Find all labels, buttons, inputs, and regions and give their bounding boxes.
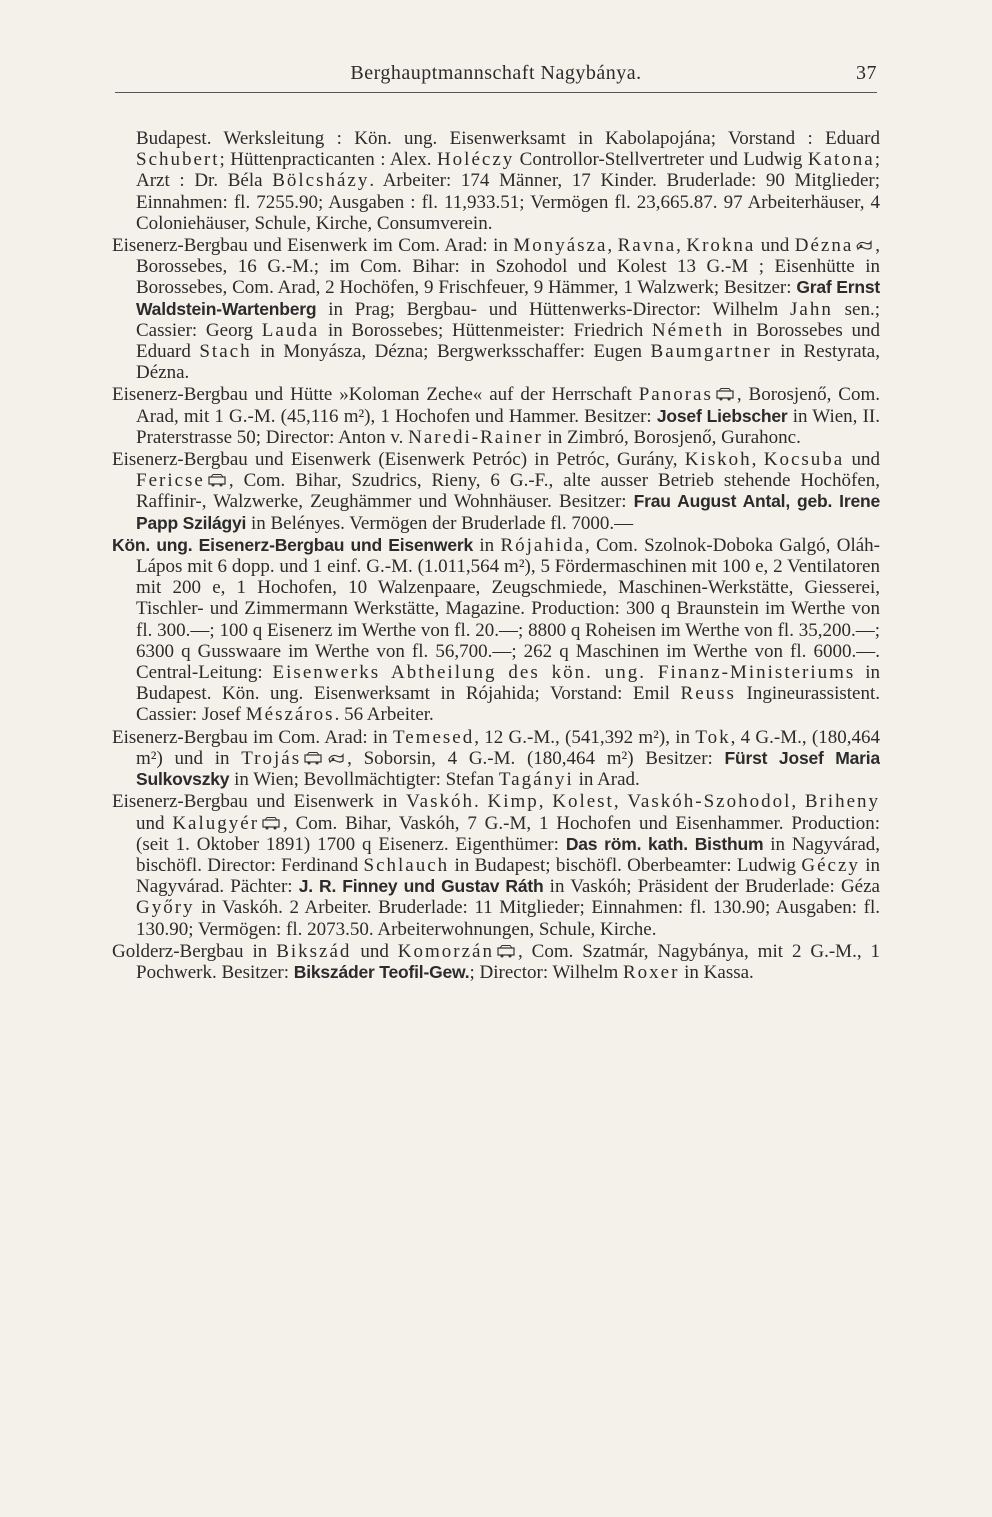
place-name: Bikszád bbox=[276, 940, 352, 962]
post-horn-icon bbox=[856, 240, 872, 251]
place-name: Tok bbox=[695, 726, 731, 748]
entry-text: in Arad. bbox=[573, 769, 640, 791]
entry-text: in Borossebes und Eduard bbox=[136, 319, 880, 363]
person-name: Reuss bbox=[680, 683, 736, 705]
entry-text: Ingineurassistent. Cassier: Josef bbox=[136, 683, 880, 726]
entry-petroc bbox=[112, 449, 880, 534]
entry-text: Eisenerz-Bergbau im Com. Arad: in bbox=[112, 726, 393, 748]
entry-text: , Borosjenő, Com. Arad, mit 1 G.-M. (45,116 m²), 1 Hochofen und Hammer. Besitzer: bbox=[136, 384, 880, 427]
entry-text: ; Arzt : Dr. Béla bbox=[136, 149, 880, 192]
person-name: Mészáros bbox=[245, 704, 335, 726]
person-name: Németh bbox=[651, 319, 725, 341]
entry-text: in Wien, II. Praterstrasse 50; Director: Anton v. bbox=[136, 405, 880, 448]
place-name: Briheny bbox=[804, 791, 880, 813]
person-name: Schubert bbox=[136, 149, 220, 171]
entry-text: und bbox=[844, 449, 880, 471]
place-name: Kolest bbox=[552, 791, 614, 813]
entry-temesed bbox=[112, 727, 880, 791]
person-name: Katona bbox=[807, 149, 875, 171]
person-name: Roxer bbox=[622, 961, 680, 983]
person-name: Géczy bbox=[801, 854, 860, 876]
entry-text: ; Hüttenpracticanten : Alex. bbox=[219, 149, 437, 171]
header-rule bbox=[115, 92, 877, 93]
person-name: Holéczy bbox=[436, 149, 515, 171]
mine-railway-station-icon bbox=[304, 752, 322, 765]
place-name: Ravna bbox=[617, 235, 677, 257]
place-name: Kiskoh bbox=[684, 449, 752, 471]
entry-text: . 56 Arbeiter. bbox=[334, 704, 434, 726]
page-number: 37 bbox=[856, 62, 877, 84]
owner-name: Fürst Josef Maria Sulkovszky bbox=[136, 747, 880, 790]
person-name: Bölcsházy bbox=[272, 170, 370, 192]
entry-text: in Vaskóh. 2 Arbeiter. Bruderlade: 11 Mitglieder; Einnahmen: fl. 130.90; Ausgaben: fl. 130.90; Vermögen: fl. 2073.50. Arbeiterwohnungen, Schule, Kirche. bbox=[136, 897, 880, 940]
entry-text: , bbox=[676, 235, 687, 257]
entry-text: in Vaskóh; Präsident der Bruderlade: Géza bbox=[543, 876, 880, 898]
entry-text: in Kassa. bbox=[679, 961, 754, 983]
place-name: Vaskóh bbox=[406, 791, 475, 813]
place-name: Kocsuba bbox=[763, 449, 845, 471]
entry-monyasza bbox=[112, 235, 880, 383]
entry-text: Eisenerz-Bergbau und Eisenwerk im Com. Arad: in bbox=[112, 235, 514, 257]
entry-rojahida bbox=[112, 535, 880, 726]
entry-text: in Budapest. Kön. ung. Eisenwerksamt in Rójahida; Vorstand: Emil bbox=[136, 662, 880, 705]
entry-text: in Monyásza, Dézna; Bergwerksschaffer: Eugen bbox=[251, 341, 651, 363]
entry-vaskoh bbox=[112, 791, 880, 939]
place-name: Komorzán bbox=[397, 940, 494, 962]
place-name: Rójahida bbox=[500, 534, 586, 556]
mine-railway-station-icon bbox=[208, 474, 226, 487]
owner-name: Josef Liebscher bbox=[656, 405, 788, 426]
entry-text: Controllor-Stellvertreter und Ludwig bbox=[514, 149, 808, 171]
entry-text: , bbox=[791, 791, 805, 813]
place-name: Kalugyér bbox=[172, 812, 260, 834]
entry-text: , Com. Szolnok-Doboka Galgó, Oláh-Lápos mit 6 dopp. und 1 einf. G.-M. (1.011,564 m²), 5 Fördermaschinen mit 100 e, 2 Ventilatoren mit 200 e, 1 Hochofen, 10 Walzenpaare, Zeugschmiede, Maschinen-Werkstätte, Giesserei, Tischler- und Zimmermann Werkstätte, Magazine. Production: 300 q Braunstein im Werthe von fl. 300.—; 100 q Eisenerz im Werthe von fl. 20.—; 8800 q Roheisen im Werthe von fl. 35,200.—; 6300 q Gusswaare im Werthe von fl. 56,700.—; 262 q Maschinen im Werthe von fl. 6000.—. Central-Leitung: bbox=[136, 534, 880, 684]
header-title: Berghauptmannschaft Nagybánya. bbox=[350, 62, 642, 84]
entry-text: in Wien; Bevollmächtigter: Stefan bbox=[229, 769, 499, 791]
place-name: Fericse bbox=[136, 470, 205, 492]
entry-text: in Nagyvárad, bischöfl. Director: Ferdinand bbox=[136, 833, 880, 876]
entry-heading: Kön. ung. Eisenerz-Bergbau und Eisenwerk bbox=[112, 534, 473, 555]
person-name: Naredi-Rainer bbox=[408, 426, 543, 448]
entry-text: in bbox=[473, 534, 501, 556]
entry-text: , bbox=[538, 791, 553, 813]
entry-text: in Prag; Bergbau- und Hüttenwerks-Director: Wilhelm bbox=[316, 298, 791, 320]
mine-railway-station-icon bbox=[497, 945, 515, 958]
person-name: Stach bbox=[199, 341, 252, 363]
owner-name: Das röm. kath. Bisthum bbox=[565, 833, 764, 854]
entry-text: , Com. Bihar, Vaskóh, 7 G.-M, 1 Hochofen und Eisenhammer. Production: (seit 1. Oktober 1891) 1700 q Eisenerz. Eigenthümer: bbox=[136, 812, 880, 855]
place-name: Monyásza bbox=[513, 235, 608, 257]
entry-text: Eisenerz-Bergbau und Eisenwerk (Eisenwerk Petróc) in Petróc, Gurány, bbox=[112, 449, 685, 471]
place-name: Krokna bbox=[686, 235, 756, 257]
entry-text: , bbox=[607, 235, 618, 257]
page-content bbox=[112, 128, 880, 1488]
entry-text: in Borossebes; Hüttenmeister: Friedrich bbox=[319, 319, 652, 341]
entry-text: in Budapest; bischöfl. Oberbeamter: Ludwig bbox=[449, 854, 802, 876]
entry-text: sen.; Cassier: Georg bbox=[136, 298, 880, 341]
entry-text: Eisenerz-Bergbau und Hütte »Koloman Zeche« auf der Herrschaft bbox=[112, 384, 639, 406]
entry-text: . Arbeiter: 174 Männer, 17 Kinder. Bruderlade: 90 Mitglieder; Einnahmen: fl. 7255.90; Ausgaben : fl. 11,933.51; Vermögen fl. 23,665.87. 97 Arbeiterhäuser, 4 Coloniehäuser, Schule, Kirche, Consumverein. bbox=[136, 170, 880, 234]
entry-text: , bbox=[613, 791, 628, 813]
owner-name: Graf Ernst Waldstein-Wartenberg bbox=[136, 277, 880, 319]
entry-text: in Zimbró, Borosjenő, Gurahonc. bbox=[542, 426, 801, 448]
post-horn-icon bbox=[328, 753, 344, 764]
place-name: Temesed bbox=[392, 726, 475, 748]
entry-text: Eisenerz-Bergbau und Eisenwerk in bbox=[112, 791, 407, 813]
person-name: Győry bbox=[136, 897, 195, 919]
entry-text: , 4 G.-M., (180,464 m²) und in bbox=[136, 726, 880, 769]
place-name: Kimp bbox=[487, 791, 539, 813]
entry-text: Budapest. Werksleitung : Kön. ung. Eisenwerksamt in Kabolapojána; Vorstand : Eduard bbox=[136, 128, 880, 149]
entry-text: ; Director: Wilhelm bbox=[469, 961, 623, 983]
organisation-name: Eisenwerks Abtheilung des kön. ung. Finanz-Ministeriums bbox=[272, 662, 856, 684]
tenant-name: J. R. Finney und Gustav Ráth bbox=[298, 876, 544, 897]
entry-text: in Belényes. Vermögen der Bruderlade fl. 7000.— bbox=[246, 512, 634, 534]
person-name: Lauda bbox=[261, 319, 320, 341]
entry-text: Golderz-Bergbau in bbox=[112, 940, 277, 962]
entry-text: , Com. Szatmár, Nagybánya, mit 2 G.-M., 1 Pochwerk. Besitzer: bbox=[136, 940, 880, 983]
mine-railway-station-icon bbox=[262, 817, 280, 830]
entry-text: , Com. Bihar, Szudrics, Rieny, 6 G.-F., alte ausser Betrieb stehende Hochöfen, Raffinir-, Walzwerke, Zeughämmer und Wohnhäuser. Besitzer: bbox=[136, 470, 880, 513]
entry-text: , Borossebes, 16 G.-M.; im Com. Bihar: in Szohodol und Kolest 13 G.-M ; Eisenhütte in Borossebes, Com. Arad, 2 Hochöfen, 9 Frischfeuer, 9 Hämmer, 1 Walzwerk; Besitzer: bbox=[136, 235, 880, 299]
entry-text: , 12 G.-M., (541,392 m²), in bbox=[474, 726, 696, 748]
place-name: Vaskóh-Szohodol bbox=[627, 791, 792, 813]
entry-text: , Soborsin, 4 G.-M. (180,464 m²) Besitzer: bbox=[347, 747, 725, 769]
entry-text: und bbox=[755, 235, 795, 257]
person-name: Tagányi bbox=[498, 769, 574, 791]
entry-text: , bbox=[751, 449, 764, 471]
person-name: Jahn bbox=[790, 298, 833, 320]
entry-budapest-continuation bbox=[112, 128, 880, 234]
place-name: Dézna bbox=[794, 235, 854, 257]
person-name: Schlauch bbox=[363, 854, 450, 876]
owner-name: Frau August Antal, geb. Irene Papp Szilágyi bbox=[136, 491, 880, 533]
place-name: Panoras bbox=[638, 384, 713, 406]
mine-railway-station-icon bbox=[716, 388, 734, 401]
entry-koloman-zeche bbox=[112, 384, 880, 448]
person-name: Baumgartner bbox=[650, 341, 772, 363]
entry-text: und bbox=[136, 812, 173, 834]
entry-bikszad bbox=[112, 941, 880, 983]
running-header bbox=[115, 62, 877, 86]
owner-name: Bikszáder Teofil-Gew. bbox=[293, 961, 470, 982]
entry-text: . bbox=[474, 791, 488, 813]
place-name: Trojás bbox=[241, 747, 302, 769]
entry-text: und bbox=[351, 940, 398, 962]
entry-text: in Nagyvárad. Pächter: bbox=[136, 854, 880, 898]
entry-text: in Restyrata, Dézna. bbox=[136, 341, 880, 384]
